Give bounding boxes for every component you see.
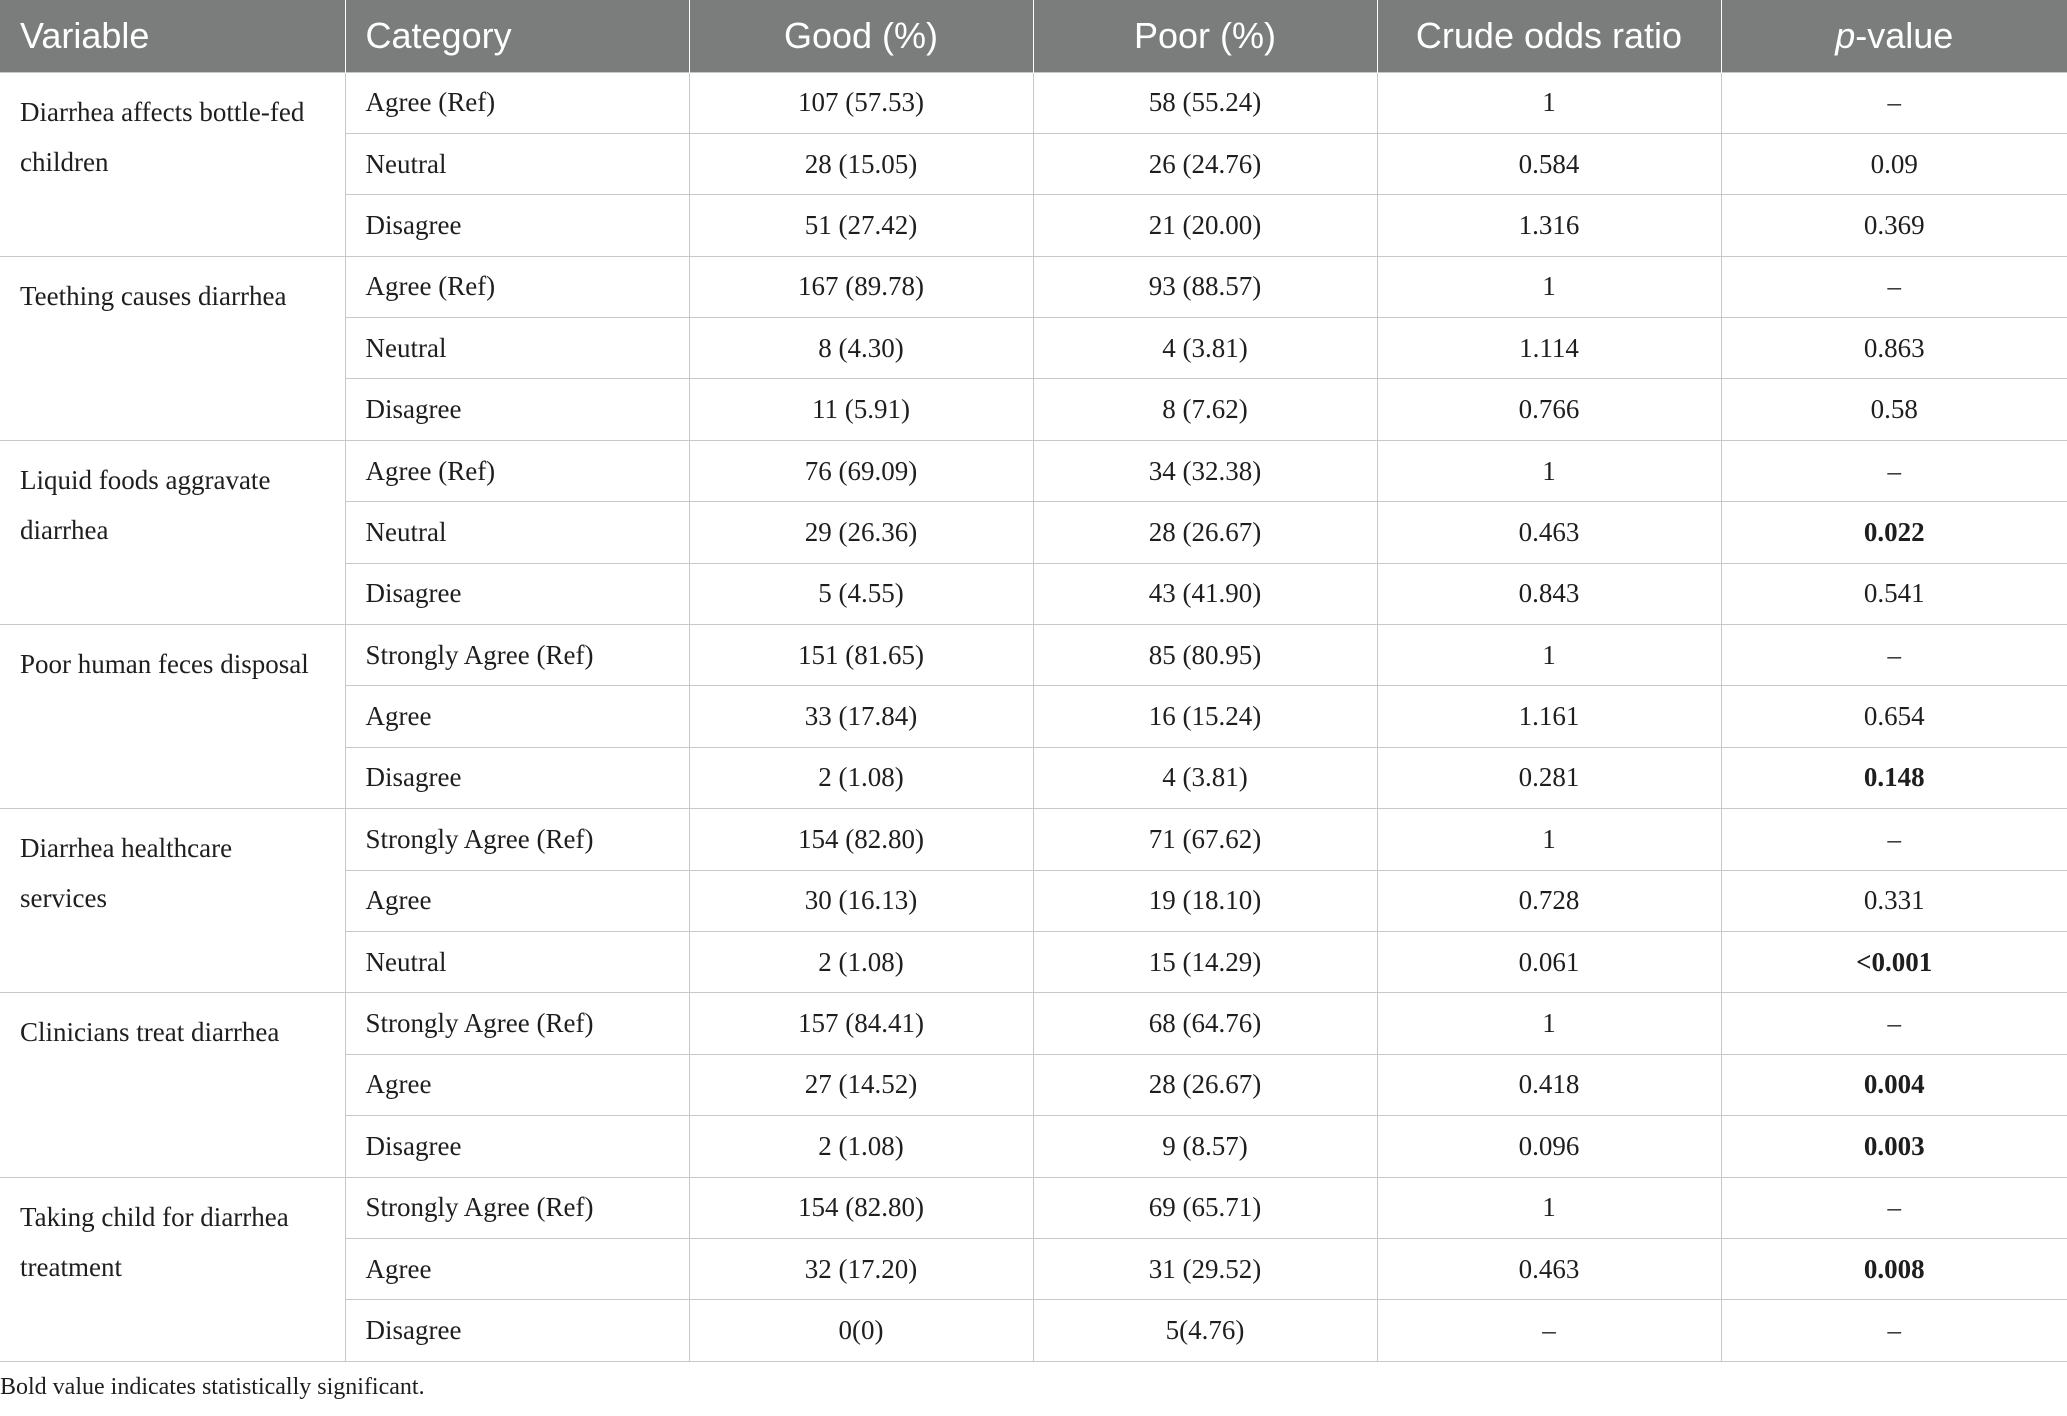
crude-or-cell: – [1377, 1300, 1721, 1361]
good-cell: 167 (89.78) [689, 256, 1033, 317]
poor-cell: 9 (8.57) [1033, 1116, 1377, 1177]
category-cell: Disagree [345, 563, 689, 624]
good-cell: 2 (1.08) [689, 931, 1033, 992]
crude-or-cell: 0.843 [1377, 563, 1721, 624]
p-value-cell: – [1721, 72, 2067, 133]
p-value-cell: 0.148 [1721, 747, 2067, 808]
variable-cell: Teething causes diarrhea [0, 256, 345, 440]
variable-cell: Diarrhea affects bottle-fed children [0, 72, 345, 256]
good-cell: 29 (26.36) [689, 502, 1033, 563]
category-cell: Disagree [345, 195, 689, 256]
variable-cell: Diarrhea healthcare services [0, 809, 345, 993]
category-cell: Agree [345, 1054, 689, 1115]
poor-cell: 4 (3.81) [1033, 747, 1377, 808]
header-good: Good (%) [689, 0, 1033, 72]
category-cell: Neutral [345, 931, 689, 992]
good-cell: 5 (4.55) [689, 563, 1033, 624]
category-cell: Agree [345, 870, 689, 931]
poor-cell: 68 (64.76) [1033, 993, 1377, 1054]
p-value-cell: 0.022 [1721, 502, 2067, 563]
good-cell: 30 (16.13) [689, 870, 1033, 931]
poor-cell: 71 (67.62) [1033, 809, 1377, 870]
category-cell: Neutral [345, 502, 689, 563]
variable-cell: Poor human feces disposal [0, 625, 345, 809]
category-cell: Agree (Ref) [345, 440, 689, 501]
category-cell: Disagree [345, 747, 689, 808]
header-row [0, 0, 2067, 72]
p-value-cell: – [1721, 625, 2067, 686]
poor-cell: 26 (24.76) [1033, 133, 1377, 194]
good-cell: 107 (57.53) [689, 72, 1033, 133]
table-row [0, 993, 2067, 1054]
category-cell: Strongly Agree (Ref) [345, 993, 689, 1054]
good-cell: 157 (84.41) [689, 993, 1033, 1054]
good-cell: 33 (17.84) [689, 686, 1033, 747]
good-cell: 51 (27.42) [689, 195, 1033, 256]
table-row [0, 440, 2067, 501]
poor-cell: 16 (15.24) [1033, 686, 1377, 747]
p-value-cell: 0.654 [1721, 686, 2067, 747]
poor-cell: 34 (32.38) [1033, 440, 1377, 501]
category-cell: Agree [345, 686, 689, 747]
category-cell: Strongly Agree (Ref) [345, 1177, 689, 1238]
p-value-cell: – [1721, 809, 2067, 870]
table-row [0, 72, 2067, 133]
table-header [0, 0, 2067, 72]
good-cell: 0(0) [689, 1300, 1033, 1361]
poor-cell: 28 (26.67) [1033, 502, 1377, 563]
crude-or-cell: 0.281 [1377, 747, 1721, 808]
crude-or-cell: 0.418 [1377, 1054, 1721, 1115]
header-p-italic: p [1835, 14, 1856, 56]
poor-cell: 69 (65.71) [1033, 1177, 1377, 1238]
good-cell: 151 (81.65) [689, 625, 1033, 686]
crude-or-cell: 0.463 [1377, 502, 1721, 563]
header-crude-or: Crude odds ratio [1377, 0, 1721, 72]
crude-or-cell: 0.766 [1377, 379, 1721, 440]
header-variable: Variable [0, 0, 345, 72]
crude-or-cell: 1.316 [1377, 195, 1721, 256]
crude-or-cell: 1 [1377, 256, 1721, 317]
good-cell: 2 (1.08) [689, 747, 1033, 808]
p-value-cell: – [1721, 440, 2067, 501]
variable-cell: Liquid foods aggravate diarrhea [0, 440, 345, 624]
crude-or-cell: 0.463 [1377, 1238, 1721, 1299]
table-row [0, 256, 2067, 317]
poor-cell: 93 (88.57) [1033, 256, 1377, 317]
variable-cell: Clinicians treat diarrhea [0, 993, 345, 1177]
table-body [0, 72, 2067, 1361]
category-cell: Neutral [345, 318, 689, 379]
crude-or-cell: 1.114 [1377, 318, 1721, 379]
good-cell: 154 (82.80) [689, 1177, 1033, 1238]
good-cell: 11 (5.91) [689, 379, 1033, 440]
poor-cell: 31 (29.52) [1033, 1238, 1377, 1299]
header-p-value [1721, 0, 2067, 72]
good-cell: 27 (14.52) [689, 1054, 1033, 1115]
category-cell: Strongly Agree (Ref) [345, 625, 689, 686]
good-cell: 28 (15.05) [689, 133, 1033, 194]
p-value-cell: 0.58 [1721, 379, 2067, 440]
category-cell: Disagree [345, 379, 689, 440]
good-cell: 2 (1.08) [689, 1116, 1033, 1177]
good-cell: 76 (69.09) [689, 440, 1033, 501]
poor-cell: 58 (55.24) [1033, 72, 1377, 133]
category-cell: Disagree [345, 1116, 689, 1177]
poor-cell: 85 (80.95) [1033, 625, 1377, 686]
poor-cell: 43 (41.90) [1033, 563, 1377, 624]
p-value-cell: 0.004 [1721, 1054, 2067, 1115]
table-row [0, 809, 2067, 870]
crude-or-cell: 1 [1377, 72, 1721, 133]
p-value-cell: 0.003 [1721, 1116, 2067, 1177]
good-cell: 154 (82.80) [689, 809, 1033, 870]
table-row [0, 625, 2067, 686]
table-footnote: Bold value indicates statistically significant. [0, 1374, 425, 1400]
p-value-cell: – [1721, 993, 2067, 1054]
p-value-cell: – [1721, 1300, 2067, 1361]
p-value-cell: 0.369 [1721, 195, 2067, 256]
crude-or-cell: 0.728 [1377, 870, 1721, 931]
p-value-cell: 0.863 [1721, 318, 2067, 379]
p-value-cell: 0.541 [1721, 563, 2067, 624]
category-cell: Neutral [345, 133, 689, 194]
crude-or-cell: 1 [1377, 440, 1721, 501]
variable-cell: Taking child for diarrhea treatment [0, 1177, 345, 1361]
category-cell: Disagree [345, 1300, 689, 1361]
crude-or-cell: 0.584 [1377, 133, 1721, 194]
crude-or-cell: 1 [1377, 993, 1721, 1054]
poor-cell: 8 (7.62) [1033, 379, 1377, 440]
crude-or-cell: 1 [1377, 1177, 1721, 1238]
poor-cell: 5(4.76) [1033, 1300, 1377, 1361]
poor-cell: 15 (14.29) [1033, 931, 1377, 992]
table-row [0, 1177, 2067, 1238]
good-cell: 32 (17.20) [689, 1238, 1033, 1299]
crude-or-cell: 1 [1377, 809, 1721, 870]
crude-or-cell: 0.096 [1377, 1116, 1721, 1177]
crude-or-cell: 1.161 [1377, 686, 1721, 747]
category-cell: Agree (Ref) [345, 72, 689, 133]
p-value-cell: 0.008 [1721, 1238, 2067, 1299]
header-p-rest: -value [1855, 14, 1954, 56]
poor-cell: 19 (18.10) [1033, 870, 1377, 931]
header-poor: Poor (%) [1033, 0, 1377, 72]
category-cell: Strongly Agree (Ref) [345, 809, 689, 870]
category-cell: Agree [345, 1238, 689, 1299]
p-value-cell: – [1721, 256, 2067, 317]
p-value-cell: 0.09 [1721, 133, 2067, 194]
p-value-cell: – [1721, 1177, 2067, 1238]
good-cell: 8 (4.30) [689, 318, 1033, 379]
crude-or-cell: 1 [1377, 625, 1721, 686]
crude-or-cell: 0.061 [1377, 931, 1721, 992]
category-cell: Agree (Ref) [345, 256, 689, 317]
p-value-cell: <0.001 [1721, 931, 2067, 992]
header-category: Category [345, 0, 689, 72]
poor-cell: 4 (3.81) [1033, 318, 1377, 379]
p-value-cell: 0.331 [1721, 870, 2067, 931]
poor-cell: 21 (20.00) [1033, 195, 1377, 256]
poor-cell: 28 (26.67) [1033, 1054, 1377, 1115]
